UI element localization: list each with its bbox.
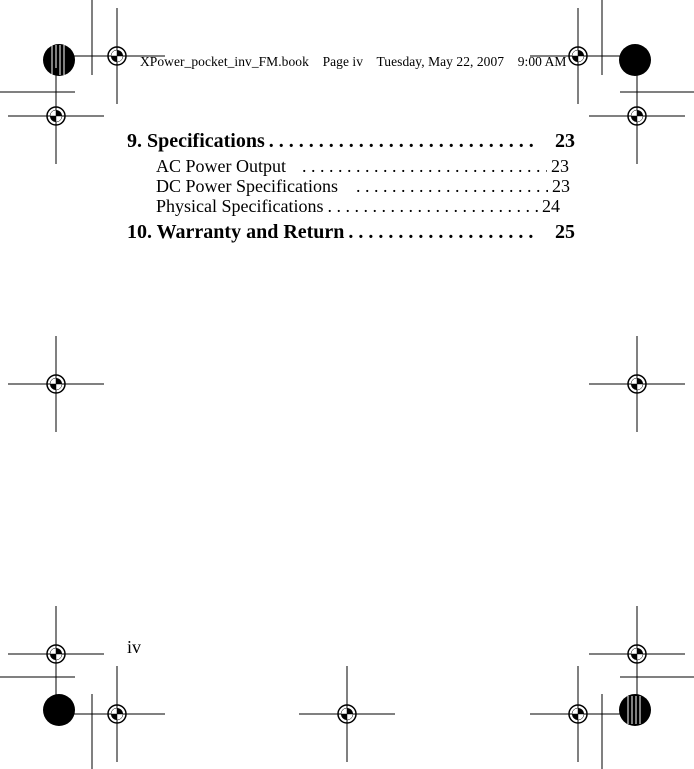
toc-page-number: 24 — [542, 196, 560, 216]
dot-leader — [356, 176, 548, 196]
toc-chapter-title: 10. Warranty and Return — [127, 221, 345, 243]
toc-section-ac-power-output[interactable] — [156, 156, 569, 176]
toc-section-title: AC Power Output — [156, 156, 286, 176]
page-folio: iv — [127, 637, 142, 657]
toc-page-number: 25 — [555, 221, 575, 243]
toc-section-dc-power-specifications[interactable] — [156, 176, 570, 196]
dot-leader — [269, 128, 533, 154]
toc-chapter-9[interactable] — [127, 128, 575, 154]
page-header-slug: XPower_pocket_inv_FM.book Page iv Tuesday, May 22, 2007 9:00 AM — [140, 54, 567, 69]
toc-chapter-10[interactable] — [127, 219, 575, 245]
dot-leader — [348, 219, 533, 245]
toc-chapter-title: 9. Specifications — [127, 130, 265, 152]
table-of-contents — [127, 128, 575, 245]
toc-page-number: 23 — [551, 156, 569, 176]
toc-page-number: 23 — [555, 130, 575, 152]
toc-page-number: 23 — [552, 176, 570, 196]
dot-leader — [327, 196, 538, 216]
toc-section-physical-specifications[interactable] — [156, 196, 560, 216]
dot-leader — [302, 156, 547, 176]
crosshair-registration-marks — [8, 8, 685, 762]
toc-section-title: DC Power Specifications — [156, 176, 338, 196]
toc-section-title: Physical Specifications — [156, 196, 324, 216]
